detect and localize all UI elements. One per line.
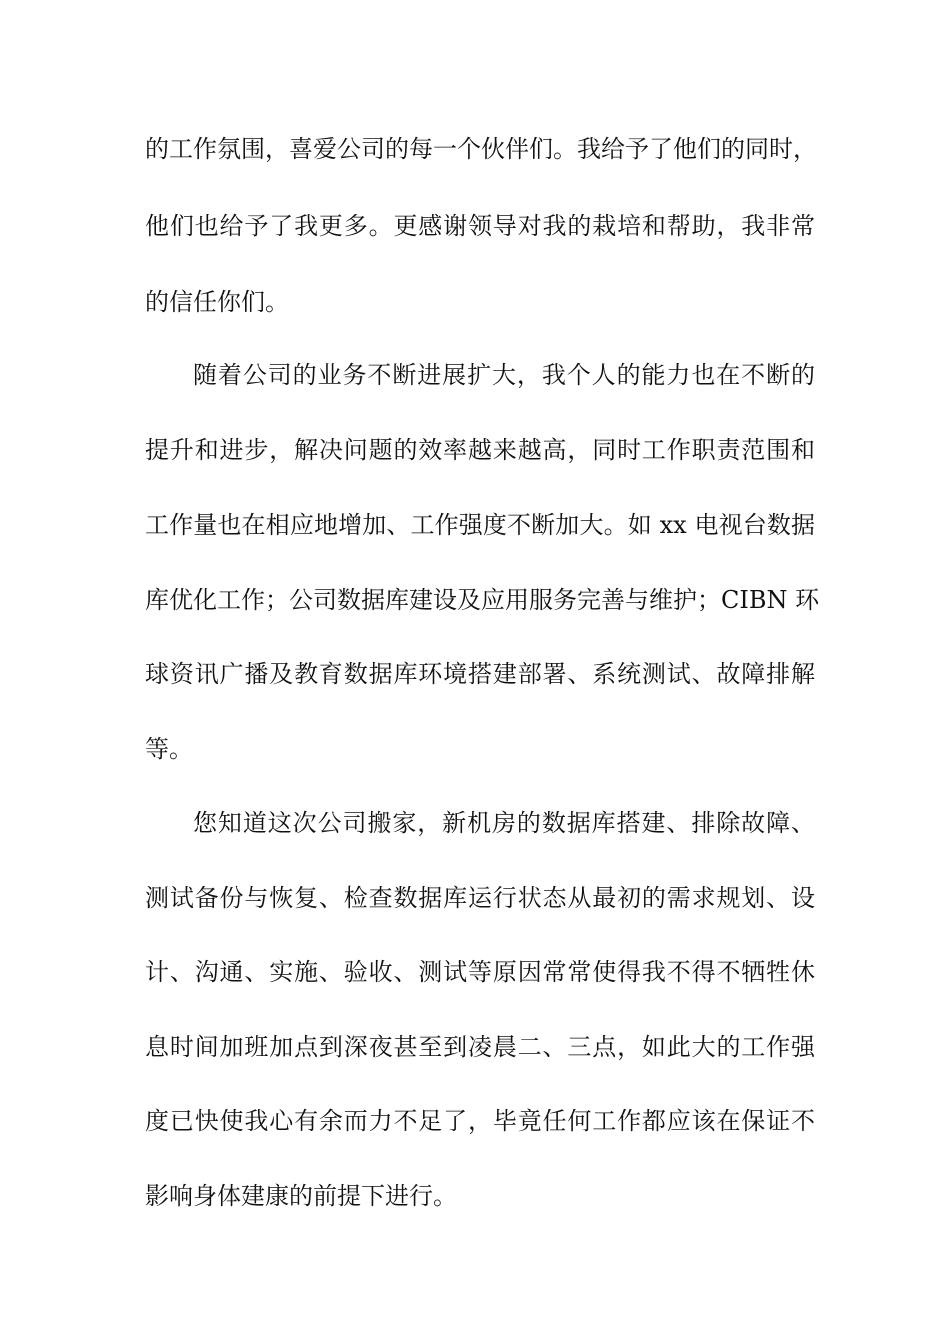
paragraph-line: 影响身体建康的前提下进行。 [145, 1182, 457, 1210]
paragraph-line: 您知道这次公司搬家，新机房的数据库搭建、排除故障、 [193, 809, 815, 837]
paragraph-line: 工作量也在相应地增加、工作强度不断加大。如 xx 电视台数据 [145, 511, 815, 539]
paragraph-line: 球资讯广播及教育数据库环境搭建部署、系统测试、故障排解 [145, 660, 815, 688]
paragraph-line: 等。 [145, 735, 193, 763]
paragraph-line: 他们也给予了我更多。更感谢领导对我的栽培和帮助，我非常 [145, 212, 815, 240]
paragraph-line: 提升和进步，解决问题的效率越来越高，同时工作职责范围和 [145, 436, 815, 464]
paragraph-line: 的信任你们。 [145, 288, 289, 316]
paragraph-line: 息时间加班加点到深夜甚至到凌晨二、三点，如此大的工作强 [145, 1033, 815, 1061]
paragraph-line: 计、沟通、实施、验收、测试等原因常常使得我不得不牺牲休 [145, 958, 815, 986]
paragraph-line: 度已快使我心有余而力不足了，毕竟任何工作都应该在保证不 [145, 1107, 815, 1135]
paragraph-line: 测试备份与恢复、检查数据库运行状态从最初的需求规划、设 [145, 884, 815, 912]
paragraph-line: 库优化工作；公司数据库建设及应用服务完善与维护；CIBN 环 [145, 586, 820, 614]
paragraph-line: 随着公司的业务不断进展扩大，我个人的能力也在不断的 [193, 361, 815, 389]
paragraph-line: 的工作氛围，喜爱公司的每一个伙伴们。我给予了他们的同时， [145, 135, 817, 163]
